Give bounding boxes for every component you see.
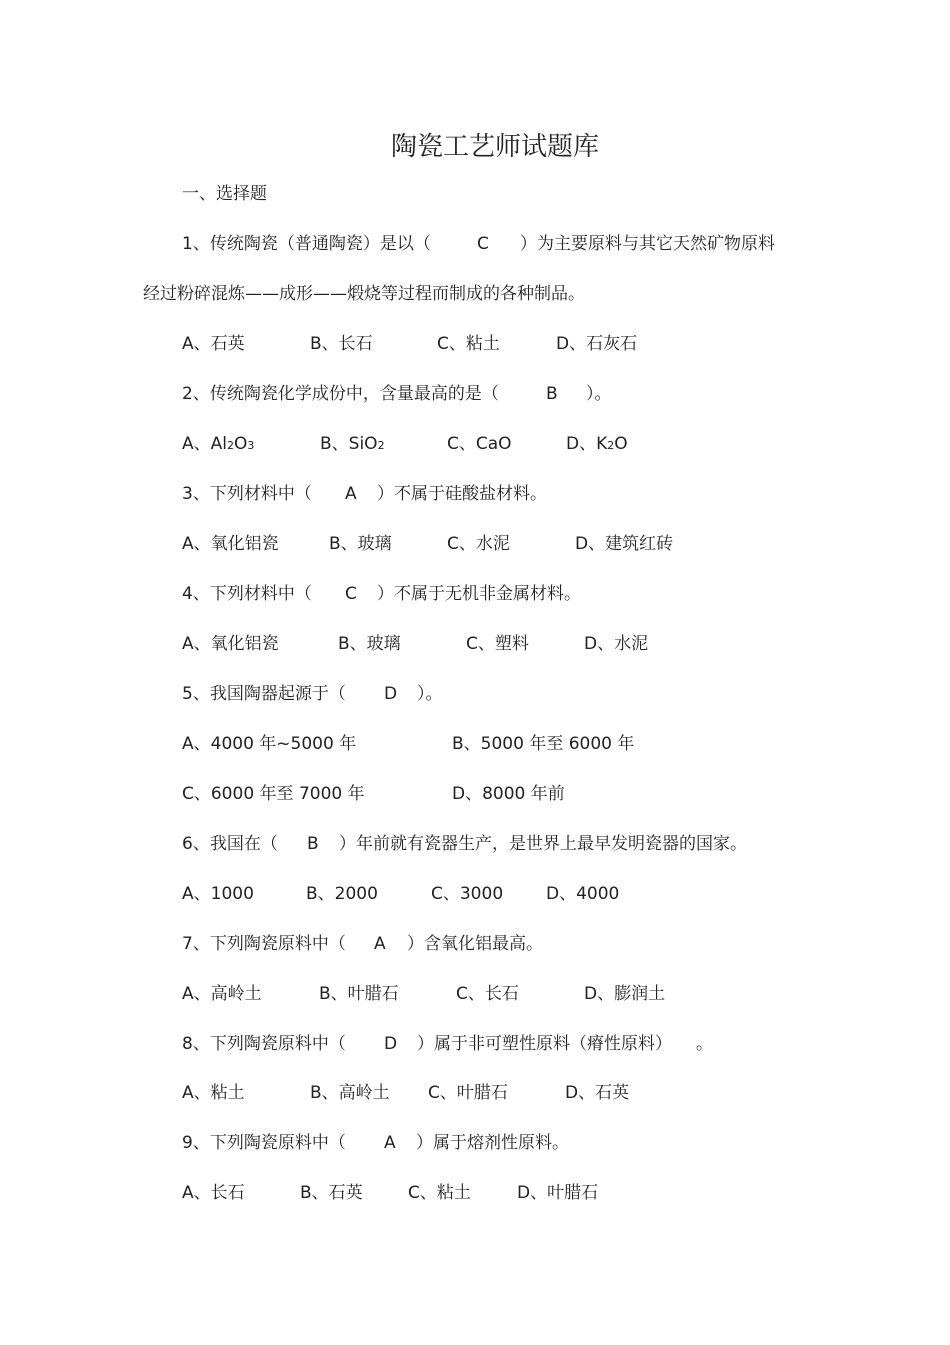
option-c: C、塑料 [466,634,529,654]
option-d [566,431,628,459]
option-a: A、粘土 [182,1083,245,1103]
question-text: ）含氧化铝最高。 [407,934,543,954]
answer: A [374,934,386,954]
option-b [320,431,385,459]
question-text: ）。 [586,384,612,404]
question-text: ）不属于无机非金属材料。 [377,584,581,604]
option-c: C、叶腊石 [428,1083,508,1103]
answer: B [307,834,319,854]
option-c: C、CaO [447,434,512,454]
answer: D [384,684,398,704]
question-text: ）属于熔剂性原料。 [416,1133,569,1153]
option-b: B、玻璃 [329,534,392,554]
option-a: A、长石 [182,1183,245,1203]
question-text: 8、下列陶瓷原料中（ [182,1034,346,1054]
option-a [182,431,254,459]
answer: A [384,1133,396,1153]
option-b: B、叶腊石 [319,984,399,1004]
option-a: A、氧化铝瓷 [182,534,279,554]
question-text: ）。 [417,684,443,704]
option-c: C、粘土 [437,334,500,354]
option-c: C、粘土 [408,1183,471,1203]
option-a: A、氧化铝瓷 [182,634,279,654]
option-b: B、高岭土 [310,1083,390,1103]
subscript: 2 [226,439,234,452]
option-b: B、长石 [310,334,373,354]
option-c: C、水泥 [447,534,510,554]
question-text: 3、下列材料中（ [182,484,312,504]
question-text: ）不属于硅酸盐材料。 [377,484,547,504]
question-text: 6、我国在（ [182,834,278,854]
subscript: 2 [607,439,615,452]
question-text: ）属于非可塑性原料（瘠性原料） [417,1034,672,1054]
option-d: D、4000 [546,884,620,904]
section-label: 一、选择题 [182,184,267,204]
option-c: C、长石 [456,984,519,1004]
question-text: 2、传统陶瓷化学成份中，含量最高的是（ [182,384,499,404]
answer: A [345,484,357,504]
option-c: C、3000 [431,884,504,904]
question-text: ）年前就有瓷器生产，是世界上最早发明瓷器的国家。 [339,834,747,854]
question-text: 经过粉碎混炼——成形——煅烧等过程而制成的各种制品。 [143,284,585,304]
option-b: B、石英 [300,1183,363,1203]
option-b: B、5000 年至 6000 年 [452,734,635,754]
answer: C [345,584,357,604]
option-a-text: O [233,434,248,454]
option-d: D、建筑红砖 [575,534,674,554]
subscript: 2 [377,439,385,452]
question-text: 1、传统陶瓷（普通陶瓷）是以（ [182,234,431,254]
question-text: 7、下列陶瓷原料中（ [182,934,346,954]
answer: D [384,1034,398,1054]
question-text: 5、我国陶器起源于（ [182,684,346,704]
option-b: B、2000 [306,884,378,904]
question-text: 4、下列材料中（ [182,584,312,604]
subscript: 3 [247,439,255,452]
option-a: A、石英 [182,334,245,354]
option-d: D、8000 年前 [452,784,565,804]
question-text: ）为主要原料与其它天然矿物原料 [520,234,775,254]
option-a: A、4000 年~5000 年 [182,734,357,754]
option-d: D、膨润土 [584,984,666,1004]
option-d: D、石英 [565,1083,630,1103]
option-a: A、1000 [182,884,254,904]
option-a-text: A、Al [182,434,227,454]
answer: B [546,384,558,404]
option-d-text: O [614,434,628,454]
option-a: A、高岭土 [182,984,262,1004]
option-b: B、玻璃 [338,634,401,654]
option-d-text: D、K [566,434,608,454]
question-text: 。 [696,1034,713,1054]
page-title: 陶瓷工艺师试题库 [390,132,599,162]
option-d: D、叶腊石 [517,1183,599,1203]
option-d: D、石灰石 [556,334,638,354]
option-c: C、6000 年至 7000 年 [182,784,365,804]
option-b-text: B、SiO [320,434,378,454]
option-d: D、水泥 [584,634,649,654]
question-text: 9、下列陶瓷原料中（ [182,1133,346,1153]
answer: C [477,234,489,254]
